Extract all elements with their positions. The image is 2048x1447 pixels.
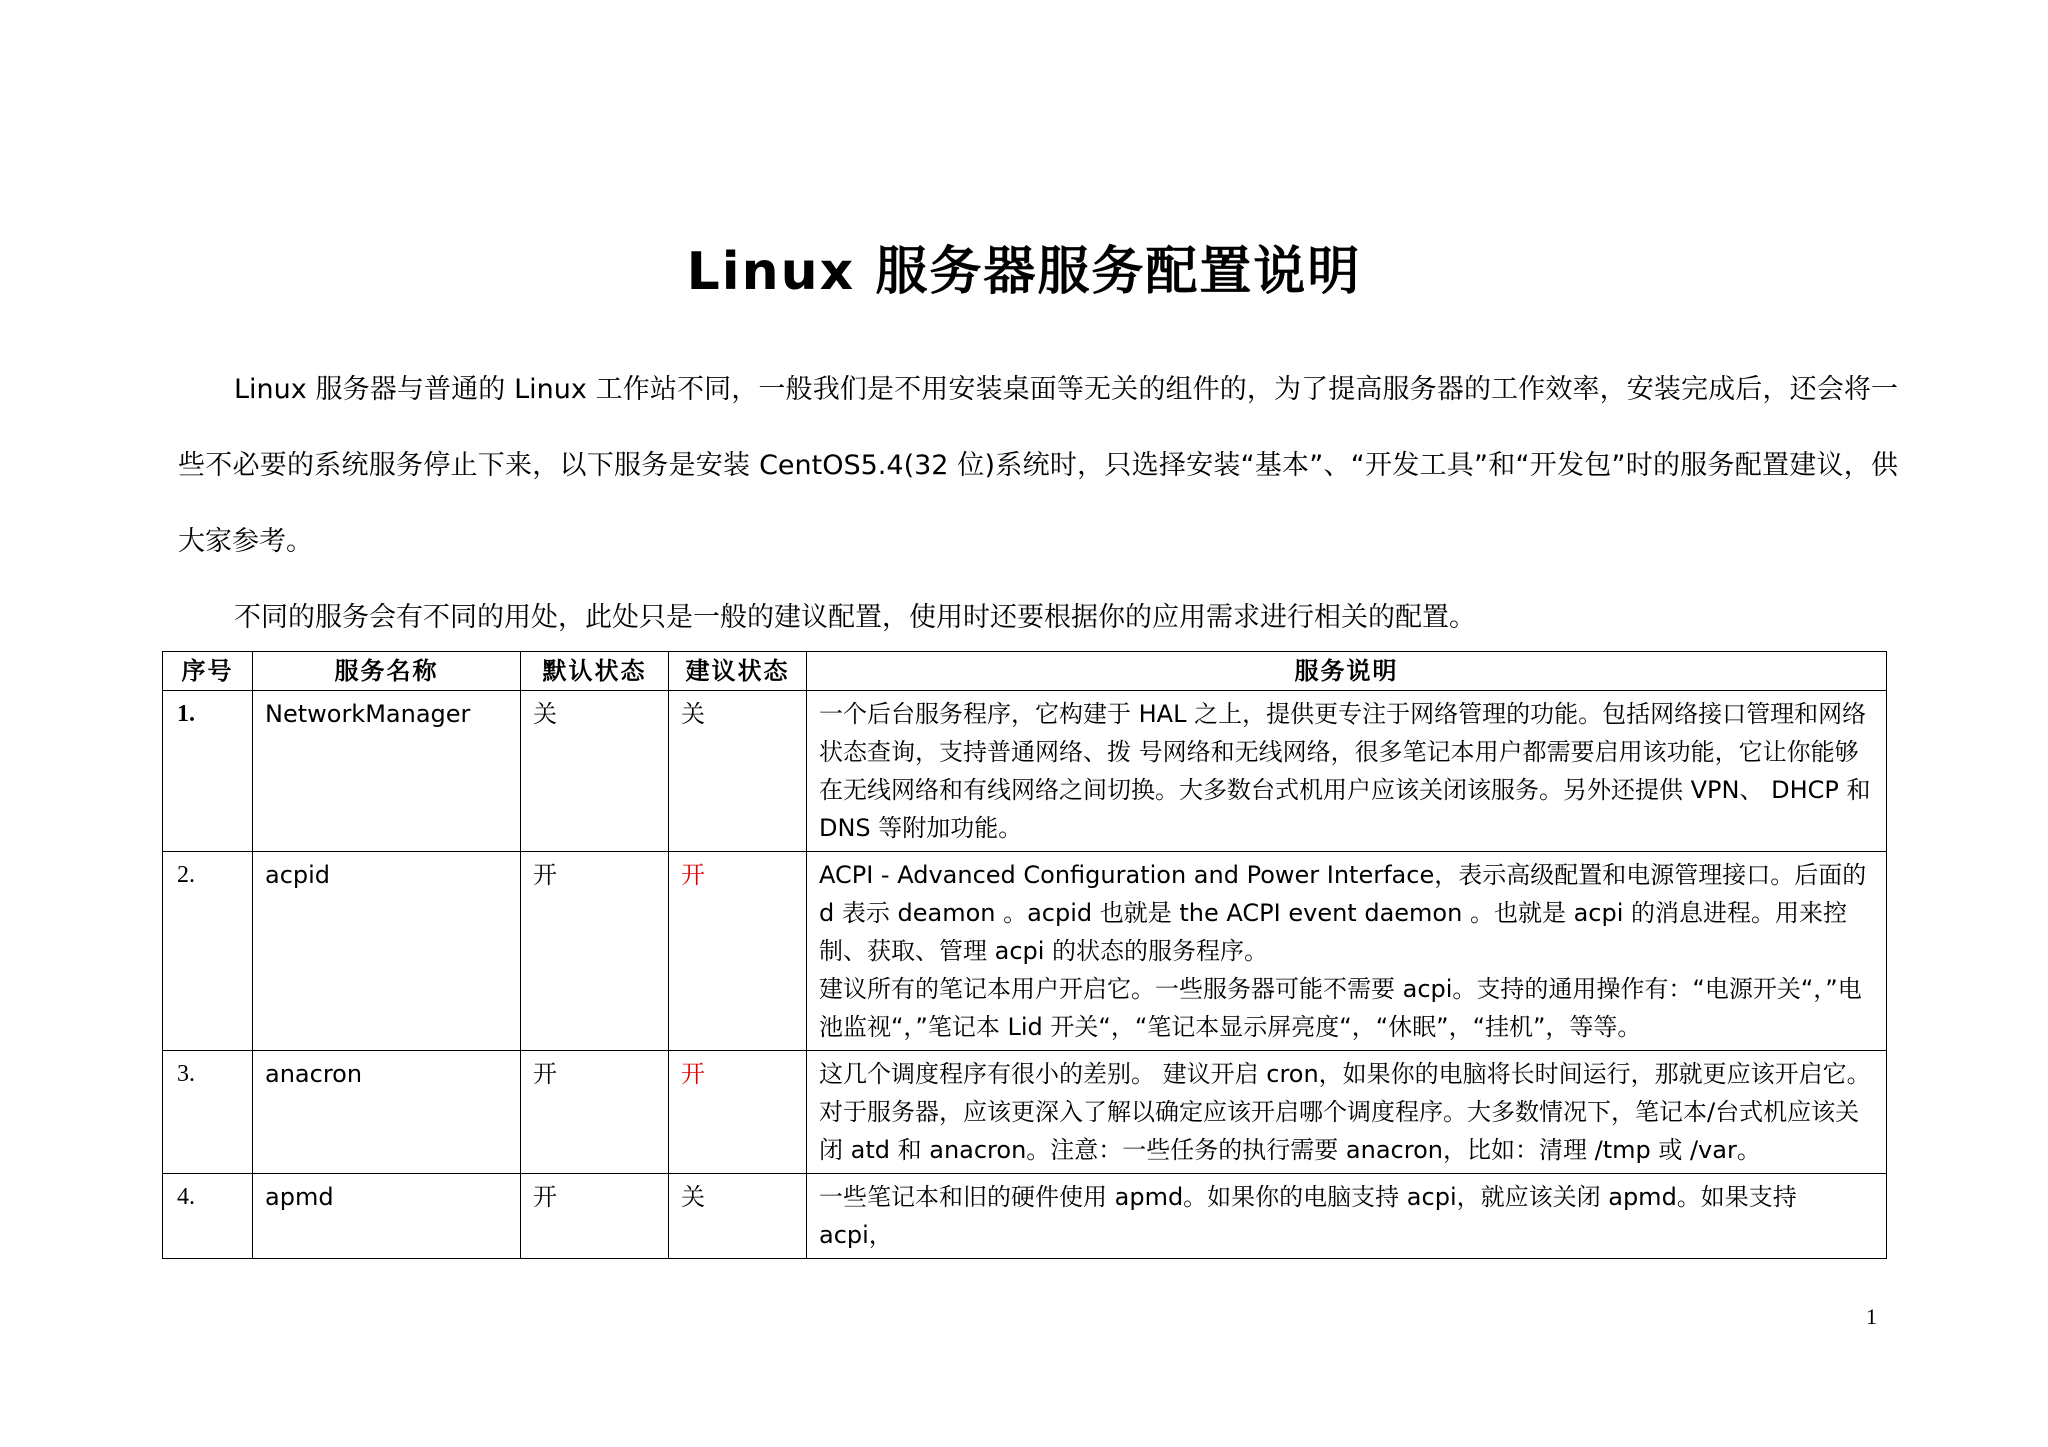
row-num: 2. — [163, 852, 253, 1051]
description-text: 一个后台服务程序，它构建于 HAL 之上，提供更专注于网络管理的功能。包括网络接口管理和网络状态查询，支持普通网络、拨 号网络和无线网络，很多笔记本用户都需要启用该功能，它让你能够在无线网络和有线网络之间切换。大多数台式机用户应该关闭该服务。另外还提供 VPN、 DHCP 和 DNS 等附加功能。 — [819, 700, 1871, 842]
intro-paragraph-2: 不同的服务会有不同的用处，此处只是一般的建议配置，使用时还要根据你的应用需求进行相关的配置。 — [234, 602, 1476, 633]
row-suggested-state: 开 — [669, 852, 807, 1051]
table-row — [163, 691, 1887, 852]
row-service-name: NetworkManager — [253, 691, 521, 852]
table-row — [163, 1051, 1887, 1174]
header-desc: 服务说明 — [807, 652, 1887, 691]
row-service-name: acpid — [253, 852, 521, 1051]
row-description — [807, 1051, 1887, 1174]
description-text: ACPI - Advanced Configuration and Power Interface，表示高级配置和电源管理接口。后面的 d 表示 deamon 。acpid 也就是 the ACPI event daemon 。也就是 acpi 的消息进程。用来控制、获取、管理 acpi 的状态的服务程序。 — [819, 861, 1867, 965]
row-description — [807, 852, 1887, 1051]
description-text: 一些笔记本和旧的硬件使用 apmd。如果你的电脑支持 acpi，就应该关闭 apmd。如果支持 acpi， — [819, 1183, 1797, 1249]
row-num: 4. — [163, 1174, 253, 1259]
description-text: 这几个调度程序有很小的差别。 建议开启 cron，如果你的电脑将长时间运行，那就更应该开启它。对于服务器，应该更深入了解以确定应该开启哪个调度程序。大多数情况下，笔记本/台式机应该关闭 atd 和 anacron。注意：一些任务的执行需要 anacron，比如：清理 /tmp 或 /var。 — [819, 1060, 1871, 1164]
intro-paragraph: Linux 服务器与普通的 Linux 工作站不同，一般我们是不用安装桌面等无关的组件的，为了提高服务器的工作效率，安装完成后，还会将一些不必要的系统服务停止下来，以下服务是安装 CentOS5.4(32 位)系统时，只选择安装“基本”、“开发工具”和“开发包”时的服务配置建议，供大家参考。 — [178, 374, 1898, 557]
header-name: 服务名称 — [253, 652, 521, 691]
table-header-row — [163, 652, 1887, 691]
table-row — [163, 852, 1887, 1051]
table-row — [163, 1174, 1887, 1259]
row-default-state: 开 — [521, 1174, 669, 1259]
header-suggested: 建议状态 — [669, 652, 807, 691]
header-num: 序号 — [163, 652, 253, 691]
row-default-state: 开 — [521, 852, 669, 1051]
row-suggested-state: 关 — [669, 1174, 807, 1259]
row-service-name: apmd — [253, 1174, 521, 1259]
row-description — [807, 691, 1887, 852]
page-number: 1 — [1866, 1304, 1877, 1329]
row-description — [807, 1174, 1887, 1259]
row-service-name: anacron — [253, 1051, 521, 1174]
row-default-state: 开 — [521, 1051, 669, 1174]
description-text: 建议所有的笔记本用户开启它。一些服务器可能不需要 acpi。支持的通用操作有：“电源开关“，”电池监视“，”笔记本 Lid 开关“，“笔记本显示屏亮度“，“休眠”，“挂机”，等等。 — [819, 975, 1862, 1041]
row-num: 3. — [163, 1051, 253, 1174]
document-title: Linux 服务器服务配置说明 — [686, 242, 1362, 302]
row-suggested-state: 开 — [669, 1051, 807, 1174]
row-num: 1. — [163, 691, 253, 852]
row-suggested-state: 关 — [669, 691, 807, 852]
header-default: 默认状态 — [521, 652, 669, 691]
service-table — [162, 651, 1887, 1259]
row-default-state: 关 — [521, 691, 669, 852]
